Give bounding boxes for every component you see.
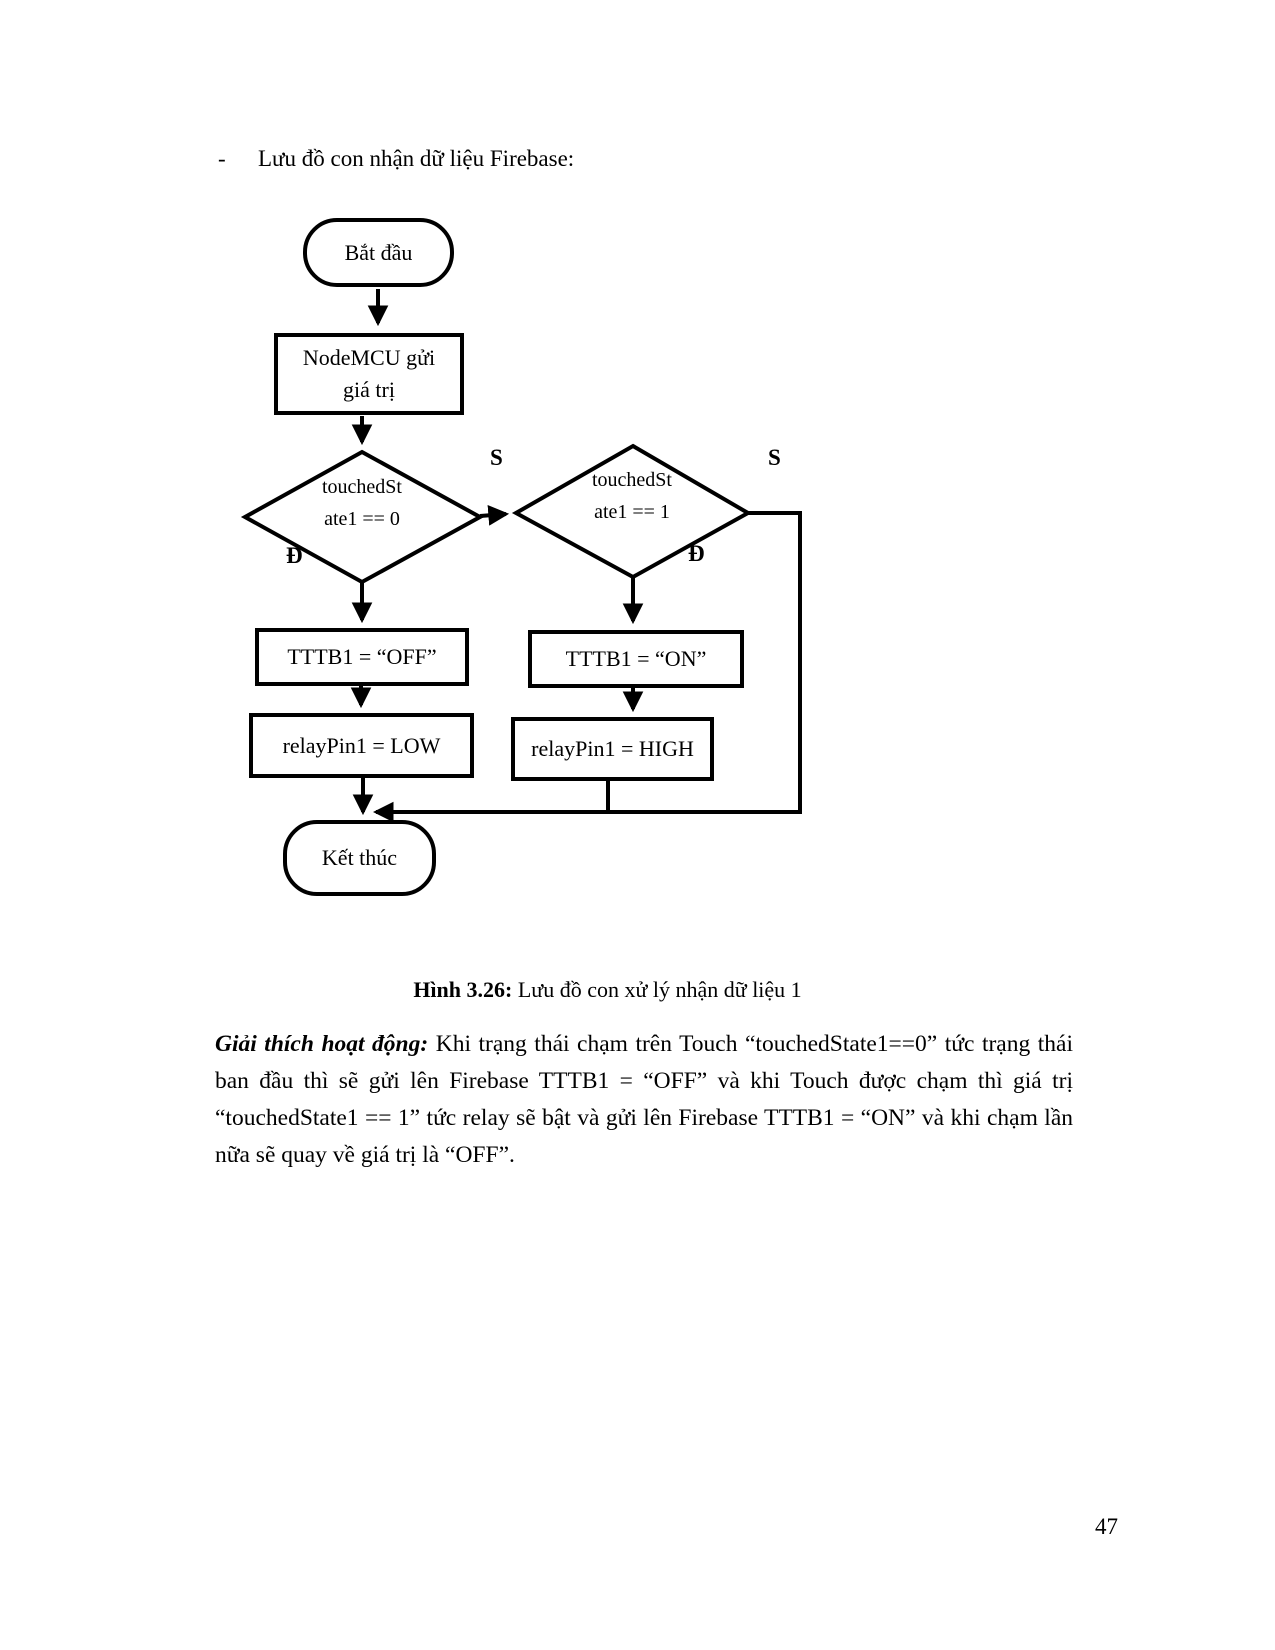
branch-label-d2: Đ bbox=[688, 541, 705, 566]
explanation-paragraph bbox=[215, 1026, 1073, 1174]
figure-caption-label: Hình 3.26: bbox=[413, 977, 513, 1002]
process-node bbox=[274, 333, 464, 415]
on-node-label: TTTB1 = “ON” bbox=[565, 646, 707, 672]
explanation-text: Khi trạng thái chạm trên Touch “touchedState1==0” tức trạng thái ban đầu thì sẽ gửi lên Firebase TTTB1 = “OFF” và khi Touch được chạm thì giá trị “touchedState1 == 1” tức relay sẽ bật và gửi lên Firebase TTTB1 = “ON” và khi chạm lần nữa sẽ quay về giá trị là “OFF”. bbox=[215, 1031, 1073, 1168]
start-node-label: Bắt đầu bbox=[344, 239, 413, 265]
decision2-line2: ate1 == 1 bbox=[594, 501, 670, 523]
bullet-text: Lưu đồ con nhận dữ liệu Firebase: bbox=[258, 146, 575, 171]
edge-decision1-s-to-decision2 bbox=[480, 514, 506, 516]
decision1-line2: ate1 == 0 bbox=[324, 508, 400, 530]
bullet-marker: - bbox=[218, 146, 226, 171]
end-node bbox=[283, 820, 436, 896]
branch-label-s1: S bbox=[490, 445, 503, 470]
process-node-line1: NodeMCU gửi bbox=[302, 345, 436, 371]
branch-label-d1: Đ bbox=[286, 543, 303, 568]
decision2-label bbox=[552, 463, 712, 529]
page-number: 47 bbox=[1095, 1514, 1118, 1539]
branch-label-s2: S bbox=[768, 445, 781, 470]
low-node-label: relayPin1 = LOW bbox=[282, 732, 441, 758]
off-node-label: TTTB1 = “OFF” bbox=[287, 644, 437, 670]
high-node-label: relayPin1 = HIGH bbox=[531, 736, 694, 762]
decision1-label bbox=[282, 470, 442, 536]
low-node bbox=[249, 713, 474, 778]
decision1-line1: touchedSt bbox=[322, 476, 402, 498]
decision2-line1: touchedSt bbox=[592, 469, 672, 491]
start-node bbox=[303, 218, 454, 287]
process-node-line2: giá trị bbox=[343, 377, 395, 402]
explanation-lead: Giải thích hoạt động: bbox=[215, 1031, 429, 1057]
end-node-label: Kết thúc bbox=[321, 845, 398, 871]
high-node bbox=[511, 717, 714, 781]
off-node bbox=[255, 628, 469, 686]
figure-caption bbox=[215, 977, 1000, 1003]
figure-caption-text: Lưu đồ con xử lý nhận dữ liệu 1 bbox=[512, 977, 802, 1002]
on-node bbox=[528, 630, 744, 688]
